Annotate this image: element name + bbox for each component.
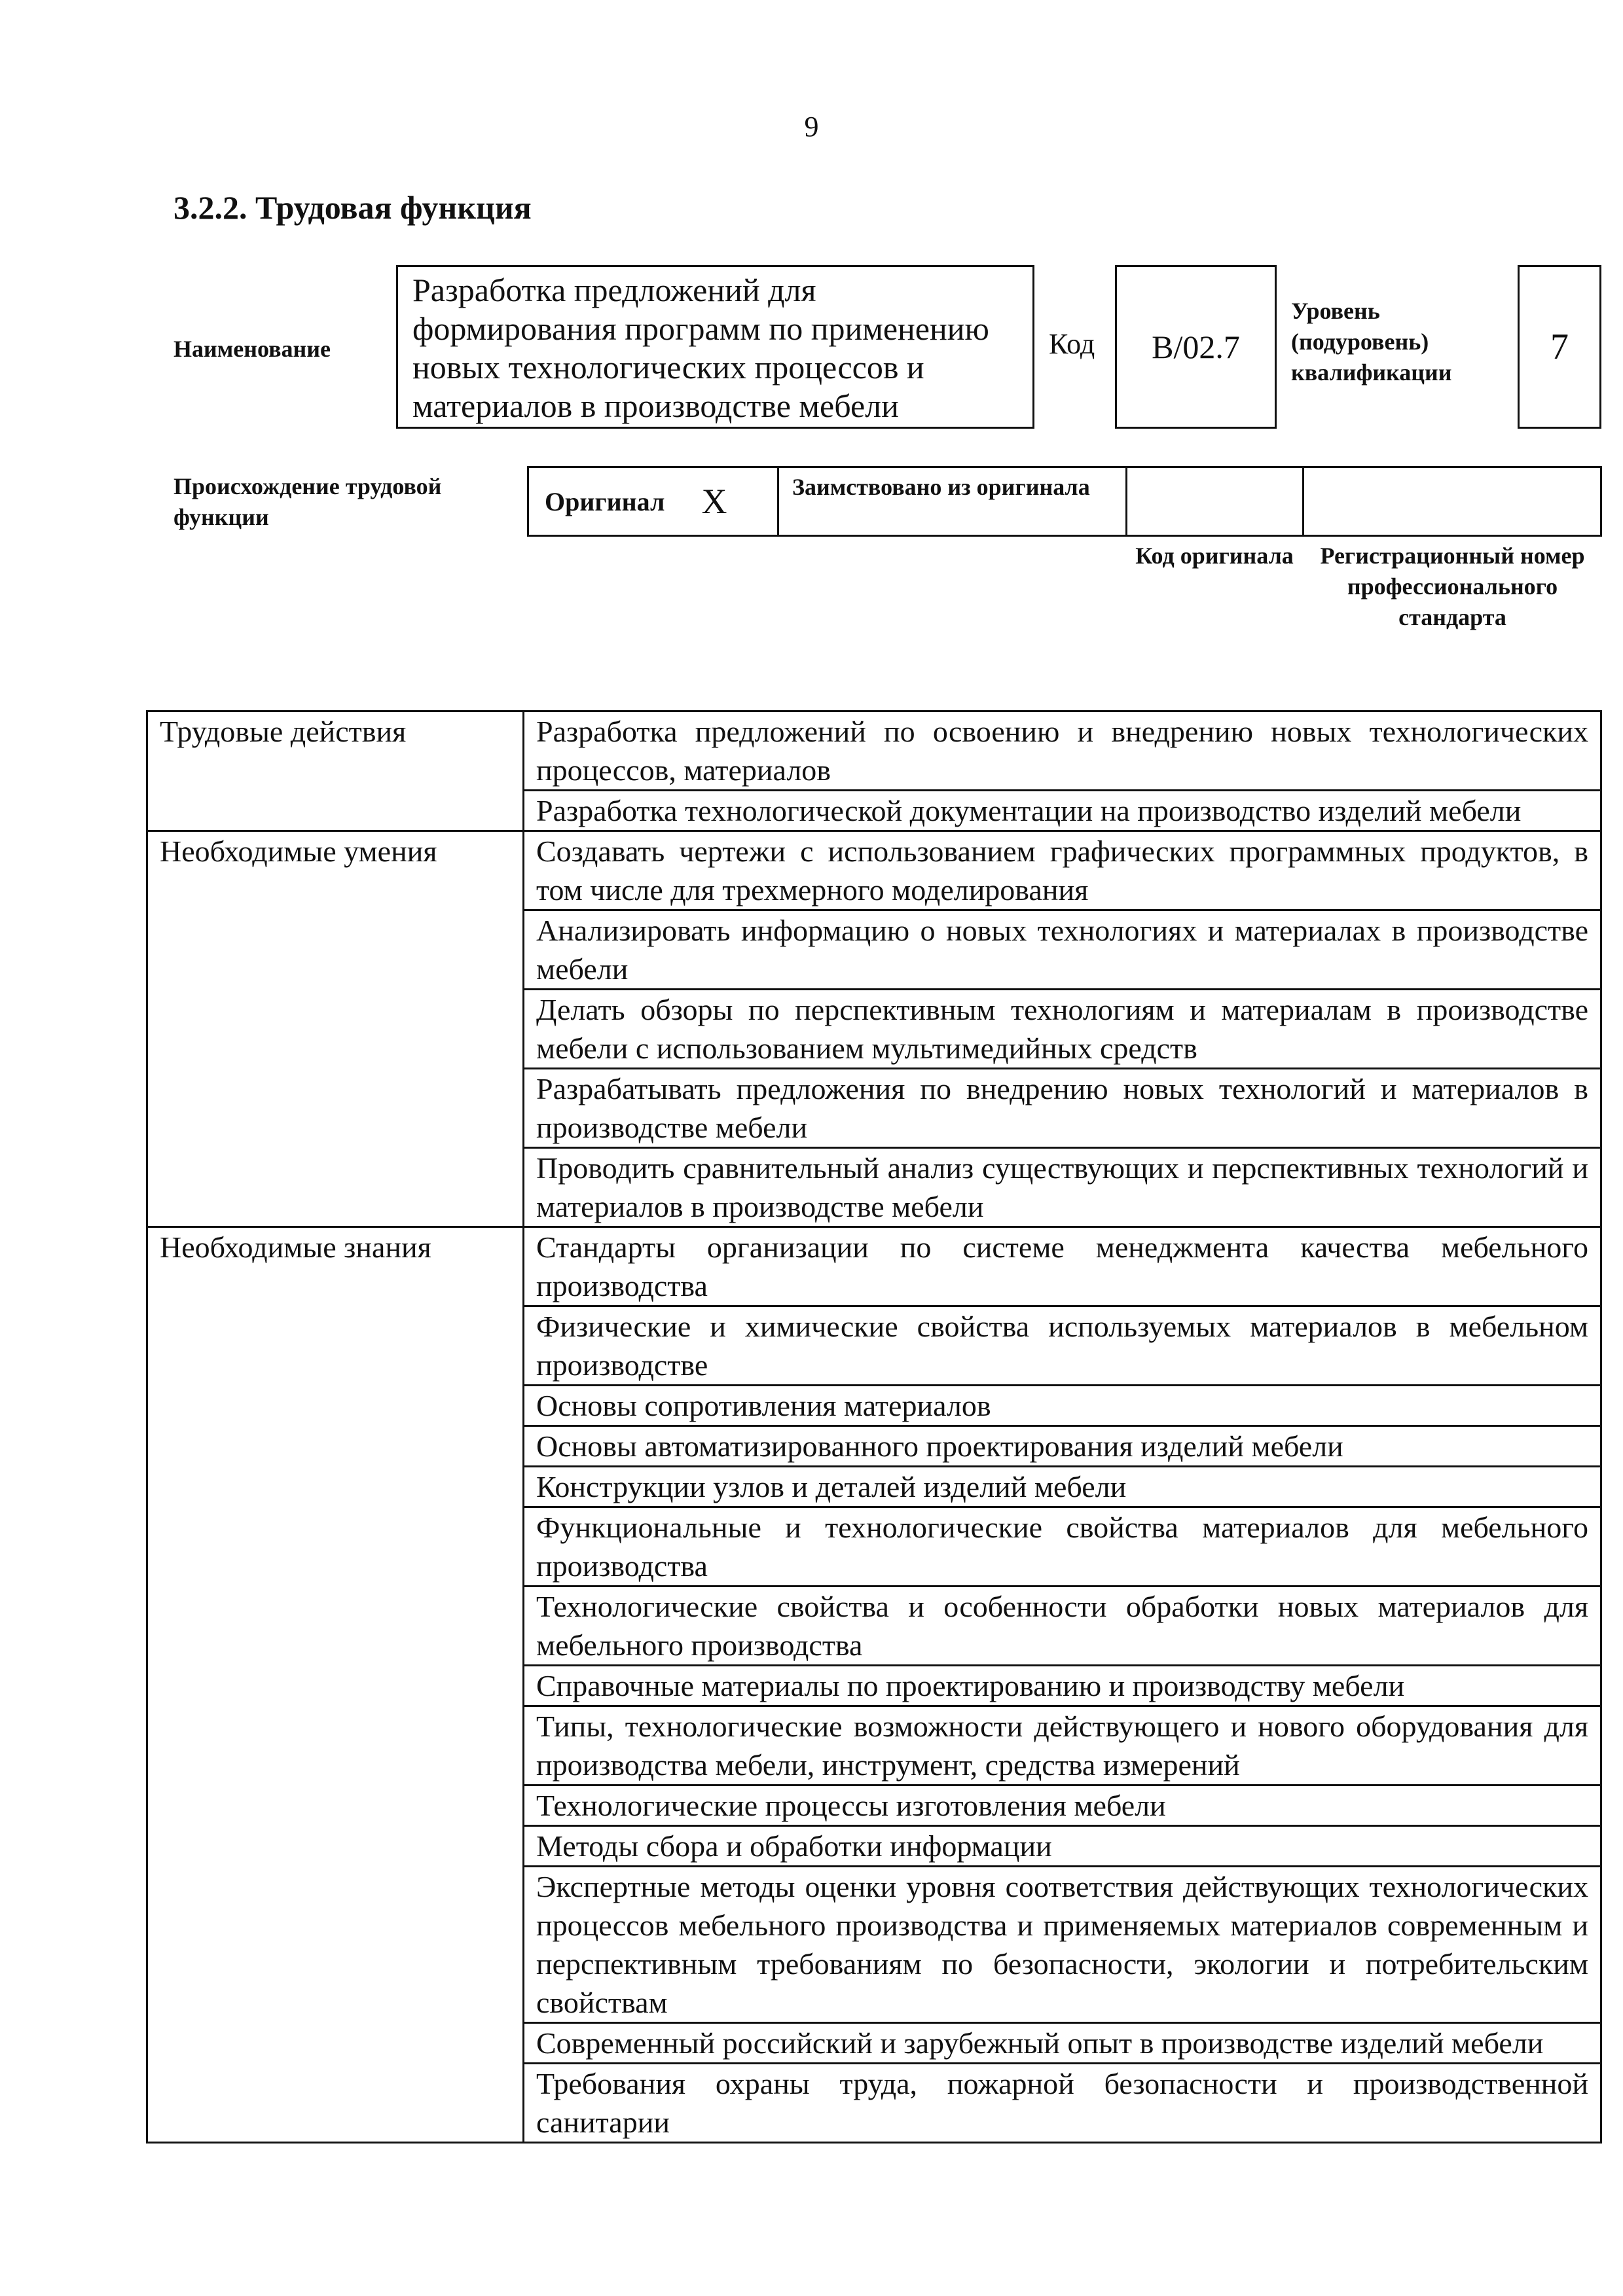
- section-item: Разработка предложений по освоению и внедрению новых технологических процессов, материалов: [524, 711, 1601, 791]
- section-item: Функциональные и технологические свойства материалов для мебельного производства: [524, 1507, 1601, 1587]
- page-number: 9: [804, 111, 819, 143]
- code-box: B/02.7: [1115, 265, 1277, 429]
- section-item: Справочные материалы по проектированию и производству мебели: [524, 1666, 1601, 1706]
- section-item: Основы сопротивления материалов: [524, 1386, 1601, 1426]
- origin-original-cell: [529, 468, 779, 535]
- competency-table-body: [147, 711, 1601, 2143]
- section-item: Создавать чертежи с использованием графических программных продуктов, в том числе для трехмерного моделирования: [524, 831, 1601, 910]
- code-label: Код: [1049, 328, 1095, 360]
- section-item: Разработка технологической документации на производство изделий мебели: [524, 791, 1601, 831]
- table-row: [147, 711, 1601, 791]
- original-code-caption: Код оригинала: [1135, 543, 1294, 569]
- section-item: Разрабатывать предложения по внедрению новых технологий и материалов в производстве мебели: [524, 1069, 1601, 1148]
- section-item: Экспертные методы оценки уровня соответствия действующих технологических процессов мебельного производства и применяемых материалов современным и перспективным требованиям по безопасности, экологии и потребительским свойствам: [524, 1867, 1601, 2023]
- section-item: Анализировать информацию о новых технологиях и материалах в производстве мебели: [524, 910, 1601, 990]
- section-title: 3.2.2. Трудовая функция: [173, 189, 532, 226]
- section-item: Технологические процессы изготовления мебели: [524, 1785, 1601, 1826]
- section-category: Трудовые действия: [147, 711, 524, 831]
- section-item: Требования охраны труда, пожарной безопасности и производственной санитарии: [524, 2064, 1601, 2143]
- section-item: Стандарты организации по системе менеджмента качества мебельного производства: [524, 1227, 1601, 1306]
- original-code-cell: [1127, 468, 1304, 535]
- registration-number-caption: Регистрационный номер профессионального стандарта: [1320, 543, 1585, 630]
- section-item: Конструкции узлов и деталей изделий мебели: [524, 1467, 1601, 1507]
- original-mark: X: [701, 482, 727, 521]
- section-item: Делать обзоры по перспективным технологиям и материалам в производстве мебели с использованием мультимедийных средств: [524, 990, 1601, 1069]
- section-category: Необходимые умения: [147, 831, 524, 1227]
- competency-table: [146, 710, 1602, 2144]
- section-item: Проводить сравнительный анализ существующих и перспективных технологий и материалов в производстве мебели: [524, 1148, 1601, 1227]
- qualification-level-label: Уровень (подуровень) квалификации: [1291, 298, 1452, 386]
- table-row: [147, 831, 1601, 910]
- table-row: [147, 1227, 1601, 1306]
- registration-number-cell: [1304, 468, 1600, 535]
- qualification-level-box: 7: [1518, 265, 1601, 429]
- section-item: Методы сбора и обработки информации: [524, 1826, 1601, 1867]
- section-category: Необходимые знания: [147, 1227, 524, 2143]
- borrowed-label: Заимствовано из оригинала: [779, 468, 1127, 535]
- original-label: Оригинал: [545, 486, 665, 516]
- name-label: Наименование: [173, 336, 331, 362]
- section-item: Технологические свойства и особенности обработки новых материалов для мебельного производства: [524, 1587, 1601, 1666]
- origin-table: [527, 466, 1602, 537]
- section-item: Типы, технологические возможности действующего и нового оборудования для производства мебели, инструмент, средства измерений: [524, 1706, 1601, 1785]
- section-item: Физические и химические свойства используемых материалов в мебельном производстве: [524, 1306, 1601, 1386]
- section-item: Современный российский и зарубежный опыт в производстве изделий мебели: [524, 2023, 1601, 2064]
- function-name-box: Разработка предложений для формирования программ по применению новых технологических процессов и материалов в производстве мебели: [396, 265, 1034, 429]
- origin-label: Происхождение трудовой функции: [173, 473, 442, 530]
- section-item: Основы автоматизированного проектирования изделий мебели: [524, 1426, 1601, 1467]
